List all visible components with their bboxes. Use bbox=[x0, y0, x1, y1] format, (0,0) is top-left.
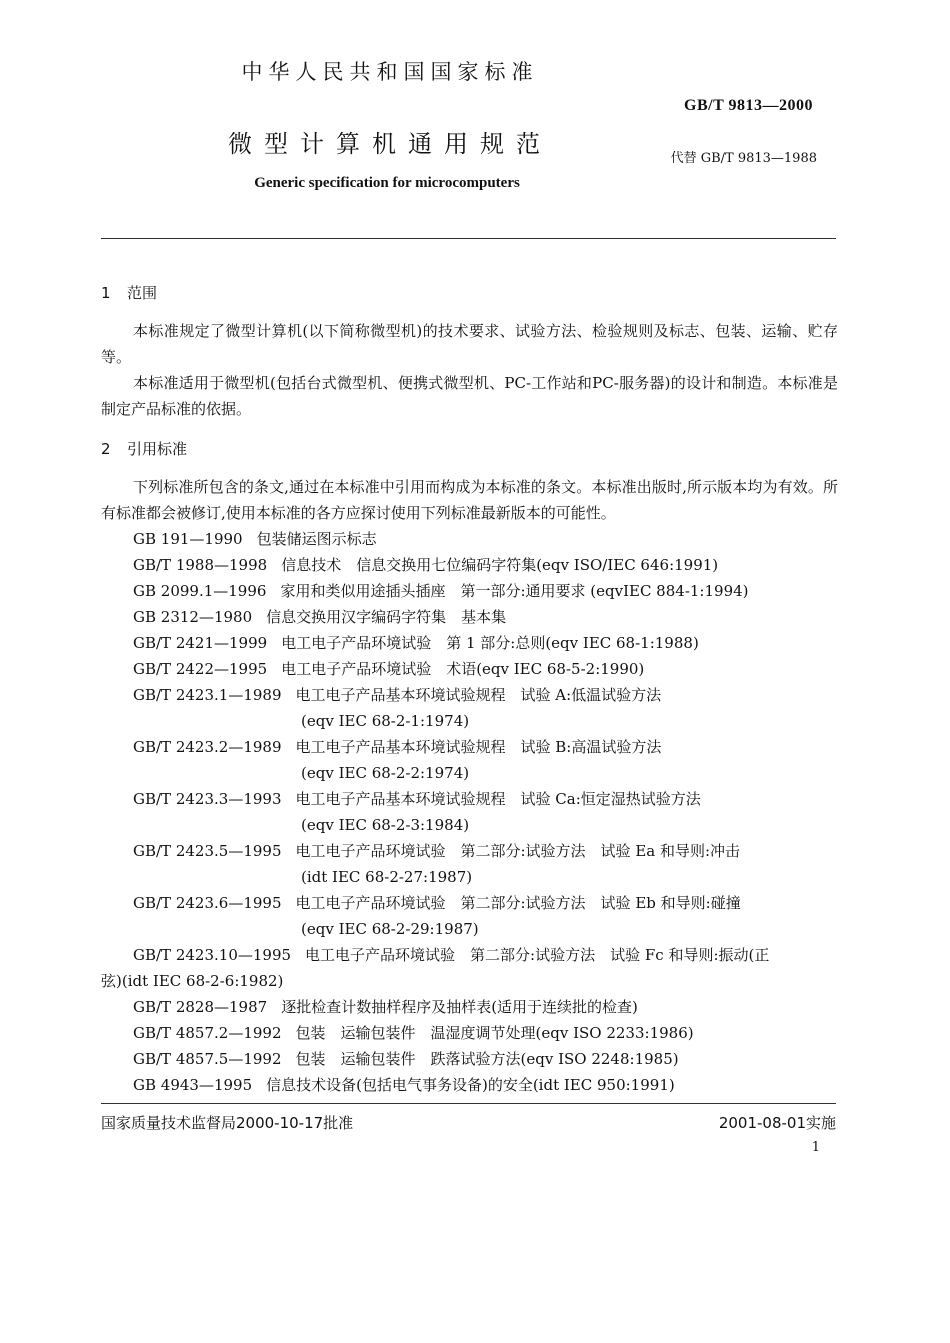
reference-item bbox=[101, 552, 838, 578]
reference-continuation: (idt IEC 68-2-27:1987) bbox=[301, 868, 473, 886]
header-divider bbox=[101, 238, 836, 239]
reference-code: GB/T 2423.2—1989 bbox=[133, 738, 282, 756]
reference-item bbox=[101, 630, 838, 656]
section-number: 1 bbox=[101, 284, 111, 302]
reference-code: GB/T 2421—1999 bbox=[133, 634, 268, 652]
reference-item bbox=[101, 604, 838, 630]
reference-continuation: (eqv IEC 68-2-2:1974) bbox=[301, 764, 470, 782]
reference-code: GB/T 2422—1995 bbox=[133, 660, 268, 678]
reference-code: GB 2099.1—1996 bbox=[133, 582, 267, 600]
section-heading-scope bbox=[101, 280, 838, 306]
reference-item bbox=[101, 1046, 838, 1072]
reference-code: GB 2312—1980 bbox=[133, 608, 253, 626]
paragraph: 下列标准所包含的条文,通过在本标准中引用而构成为本标准的条文。本标准出版时,所示版本均为有效。所有标准都会被修订,使用本标准的各方应探讨使用下列标准最新版本的可能性。 bbox=[101, 478, 838, 522]
paragraph: 本标准适用于微型机(包括台式微型机、便携式微型机、PC-工作站和PC-服务器)的设计和制造。本标准是制定产品标准的依据。 bbox=[101, 374, 838, 418]
reference-title: 电工电子产品环境试验 第二部分:试验方法 试验 Fc 和导则:振动(正 bbox=[305, 946, 770, 964]
reference-title: 电工电子产品基本环境试验规程 试验 A:低温试验方法 bbox=[295, 686, 662, 704]
reference-item bbox=[101, 656, 838, 682]
reference-item bbox=[101, 890, 838, 942]
reference-code: GB/T 4857.5—1992 bbox=[133, 1050, 282, 1068]
national-standard-header: 中华人民共和国国家标准 bbox=[241, 60, 539, 84]
reference-title: 电工电子产品基本环境试验规程 试验 B:高温试验方法 bbox=[295, 738, 662, 756]
reference-title: 电工电子产品环境试验 术语(eqv IEC 68-5-2:1990) bbox=[281, 660, 645, 678]
reference-code: GB 191—1990 bbox=[133, 530, 243, 548]
reference-continuation: 弦)(idt IEC 68-2-6:1982) bbox=[101, 972, 284, 990]
document-title-cn: 微型计算机通用规范 bbox=[228, 130, 552, 158]
reference-item bbox=[101, 734, 838, 786]
reference-item bbox=[101, 786, 838, 838]
reference-title: 电工电子产品环境试验 第 1 部分:总则(eqv IEC 68-1:1988) bbox=[281, 634, 699, 652]
reference-title: 逐批检查计数抽样程序及抽样表(适用于连续批的检查) bbox=[281, 998, 638, 1016]
reference-code: GB/T 2423.6—1995 bbox=[133, 894, 282, 912]
page-number: 1 bbox=[811, 1140, 820, 1155]
reference-item bbox=[101, 682, 838, 734]
reference-code: GB/T 1988—1998 bbox=[133, 556, 268, 574]
reference-item bbox=[101, 994, 838, 1020]
reference-title: 电工电子产品环境试验 第二部分:试验方法 试验 Eb 和导则:碰撞 bbox=[295, 894, 741, 912]
standard-number: GB/T 9813—2000 bbox=[684, 97, 813, 114]
reference-item bbox=[101, 1020, 838, 1046]
reference-list bbox=[101, 526, 838, 1098]
paragraph: 本标准规定了微型计算机(以下简称微型机)的技术要求、试验方法、检验规则及标志、包装、运输、贮存等。 bbox=[101, 322, 838, 366]
reference-code: GB/T 2423.10—1995 bbox=[133, 946, 292, 964]
reference-title: 包装 运输包装件 温湿度调节处理(eqv ISO 2233:1986) bbox=[295, 1024, 694, 1042]
reference-code: GB 4943—1995 bbox=[133, 1076, 253, 1094]
reference-continuation: (eqv IEC 68-2-3:1984) bbox=[301, 816, 470, 834]
reference-title: 包装 运输包装件 跌落试验方法(eqv ISO 2248:1985) bbox=[295, 1050, 679, 1068]
section-number: 2 bbox=[101, 440, 111, 458]
section-heading-references bbox=[101, 436, 838, 462]
reference-code: GB/T 4857.2—1992 bbox=[133, 1024, 282, 1042]
reference-continuation: (eqv IEC 68-2-1:1974) bbox=[301, 712, 470, 730]
reference-code: GB/T 2423.5—1995 bbox=[133, 842, 282, 860]
reference-title: 电工电子产品基本环境试验规程 试验 Ca:恒定湿热试验方法 bbox=[295, 790, 701, 808]
reference-code: GB/T 2423.3—1993 bbox=[133, 790, 282, 808]
replaces-standard: 代替 GB/T 9813—1988 bbox=[670, 151, 817, 166]
reference-continuation: (eqv IEC 68-2-29:1987) bbox=[301, 920, 479, 938]
reference-code: GB/T 2828—1987 bbox=[133, 998, 268, 1016]
reference-item bbox=[101, 838, 838, 890]
approval-date: 国家质量技术监督局2000-10-17批准 bbox=[101, 1114, 354, 1132]
reference-item bbox=[101, 526, 838, 552]
reference-title: 电工电子产品环境试验 第二部分:试验方法 试验 Ea 和导则:冲击 bbox=[295, 842, 741, 860]
reference-item bbox=[101, 942, 838, 994]
reference-item bbox=[101, 1072, 838, 1098]
document-body bbox=[101, 280, 838, 1098]
section-title: 引用标准 bbox=[127, 440, 188, 458]
reference-code: GB/T 2423.1—1989 bbox=[133, 686, 282, 704]
reference-title: 信息交换用汉字编码字符集 基本集 bbox=[266, 608, 507, 626]
reference-title: 信息技术设备(包括电气事务设备)的安全(idt IEC 950:1991) bbox=[266, 1076, 675, 1094]
effective-date: 2001-08-01实施 bbox=[718, 1114, 836, 1132]
section-title: 范围 bbox=[127, 284, 158, 302]
reference-title: 家用和类似用途插头插座 第一部分:通用要求 (eqvIEC 884-1:1994) bbox=[280, 582, 749, 600]
footer-divider bbox=[101, 1103, 836, 1104]
reference-item bbox=[101, 578, 838, 604]
reference-title: 信息技术 信息交换用七位编码字符集(eqv ISO/IEC 646:1991) bbox=[281, 556, 719, 574]
document-title-en: Generic specification for microcomputers bbox=[254, 175, 520, 191]
reference-title: 包装储运图示标志 bbox=[256, 530, 377, 548]
